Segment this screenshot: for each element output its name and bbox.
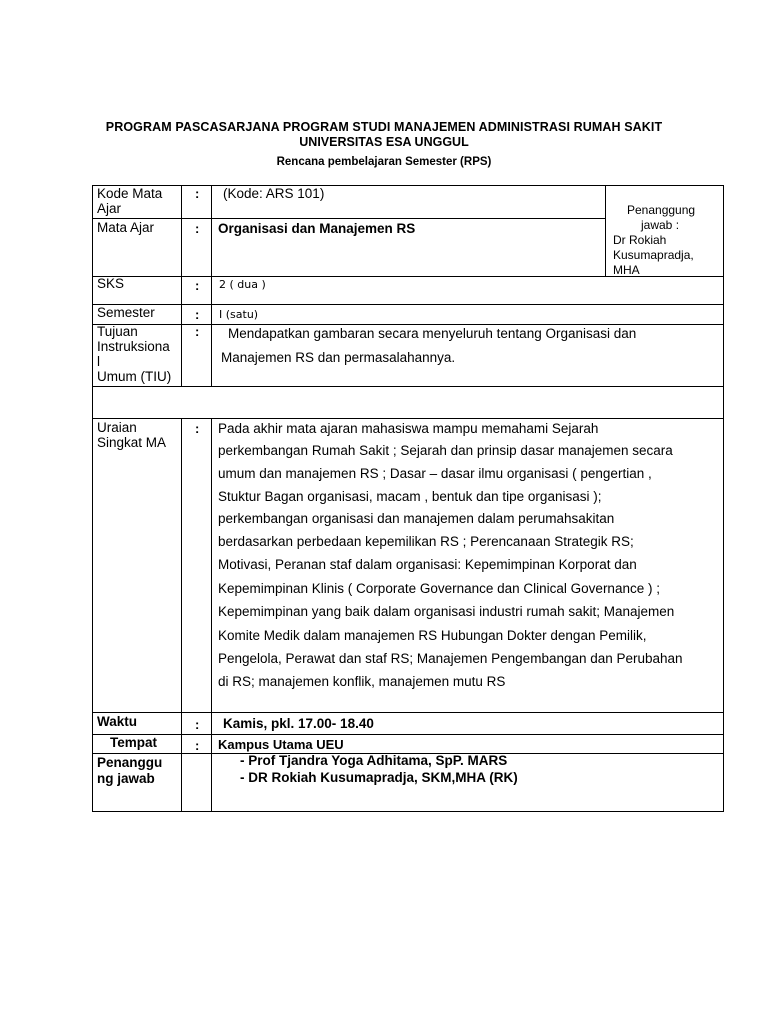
colon: : — [195, 307, 200, 322]
colon: : — [195, 186, 200, 201]
label-waktu: Waktu — [97, 714, 137, 729]
colon: : — [195, 278, 200, 293]
label-tempat: Tempat — [110, 735, 158, 750]
row-divider — [92, 712, 724, 713]
colon: : — [195, 717, 200, 732]
uraian-line: Kepemimpinan yang baik dalam organisasi industri rumah sakit; Manajemen — [218, 604, 675, 619]
label-tiu-4: Umum (TIU) — [97, 369, 172, 384]
uraian-line: Stuktur Bagan organisasi, macam , bentuk dan tipe organisasi ); — [218, 489, 602, 504]
side-name-3: MHA — [613, 263, 640, 277]
label-sks: SKS — [97, 276, 125, 291]
row-divider — [92, 304, 724, 305]
value-mata-ajar: Organisasi dan Manajemen RS — [218, 221, 416, 236]
doc-title-program: PROGRAM PASCASARJANA PROGRAM STUDI MANAJEMEN ADMINISTRASI RUMAH SAKIT — [105, 120, 663, 134]
row-divider — [92, 386, 724, 387]
value-tempat: Kampus Utama UEU — [218, 737, 344, 752]
row-divider — [92, 418, 724, 419]
uraian-line: Motivasi, Peranan staf dalam organisasi: Kepemimpinan Korporat dan — [218, 557, 637, 572]
uraian-line: Kepemimpinan Klinis ( Corporate Governance dan Clinical Governance ) ; — [218, 581, 660, 596]
uraian-line: Pengelola, Perawat dan staf RS; Manajemen Pengembangan dan Perubahan — [218, 651, 683, 666]
row-divider — [92, 734, 724, 735]
label-tiu-2: Instruksiona — [97, 339, 170, 354]
doc-title-rps: Rencana pembelajaran Semester (RPS) — [276, 156, 492, 168]
table-border-right — [723, 185, 724, 812]
doc-title-university: UNIVERSITAS ESA UNGGUL — [299, 135, 469, 149]
label-mata-ajar: Mata Ajar — [97, 220, 155, 235]
col-divider-value — [211, 418, 212, 812]
side-name-2: Kusumapradja, — [613, 248, 694, 262]
rps-table — [92, 185, 724, 812]
value-sks: 2 ( dua ) — [219, 278, 266, 291]
label-semester: Semester — [97, 305, 155, 320]
uraian-line: perkembangan organisasi dan manajemen dalam perumahsakitan — [218, 511, 615, 526]
uraian-line: Komite Medik dalam manajemen RS Hubungan Dokter dengan Pemilik, — [218, 628, 647, 643]
uraian-line: di RS; manajemen konflik, manajemen mutu RS — [218, 674, 506, 689]
table-border-left — [92, 185, 93, 812]
label-tiu-1: Tujuan — [97, 324, 138, 339]
value-penanggung-jawab-1: - Prof Tjandra Yoga Adhitama, SpP. MARS — [240, 753, 508, 768]
label-uraian-1: Uraian — [97, 420, 137, 435]
value-semester: I (satu) — [219, 308, 259, 321]
label-penanggung-jawab-2: ng jawab — [97, 771, 155, 786]
uraian-line: umum dan manajemen RS ; Dasar – dasar ilmu organisasi ( pengertian , — [218, 466, 652, 481]
label-kode-mata-ajar-1: Kode Mata — [97, 186, 163, 201]
value-waktu: Kamis, pkl. 17.00- 18.40 — [223, 716, 374, 731]
uraian-line: berdasarkan perbedaan kepemilikan RS ; Perencanaan Strategik RS; — [218, 534, 634, 549]
value-tiu-1: Mendapatkan gambaran secara menyeluruh tentang Organisasi dan — [228, 326, 637, 341]
colon: : — [195, 421, 200, 436]
col-divider-side — [605, 185, 606, 277]
uraian-line: perkembangan Rumah Sakit ; Sejarah dan prinsip dasar manajemen secara — [218, 443, 673, 458]
value-tiu-2: Manajemen RS dan permasalahannya. — [221, 350, 456, 365]
colon: : — [195, 738, 200, 753]
colon: : — [195, 221, 200, 236]
col-divider-colon — [181, 418, 182, 812]
col-divider-value — [211, 185, 212, 386]
label-kode-mata-ajar-2: Ajar — [97, 201, 122, 216]
side-penanggung-jawab-2: jawab : — [641, 218, 680, 232]
table-border-bottom — [92, 811, 724, 812]
value-kode-mata-ajar: (Kode: ARS 101) — [223, 186, 325, 201]
label-uraian-2: Singkat MA — [97, 435, 167, 450]
label-penanggung-jawab-1: Penanggu — [97, 755, 163, 770]
uraian-line: Pada akhir mata ajaran mahasiswa mampu memahami Sejarah — [218, 421, 599, 436]
colon: : — [195, 324, 200, 339]
label-tiu-3: l — [97, 354, 100, 369]
table-border-top — [92, 185, 724, 186]
value-penanggung-jawab-2: - DR Rokiah Kusumapradja, SKM,MHA (RK) — [240, 770, 518, 785]
row-divider — [92, 324, 724, 325]
side-name-1: Dr Rokiah — [613, 233, 667, 247]
row-divider — [92, 218, 605, 219]
col-divider-colon — [181, 185, 182, 386]
side-penanggung-jawab-1: Penanggung — [627, 203, 696, 217]
